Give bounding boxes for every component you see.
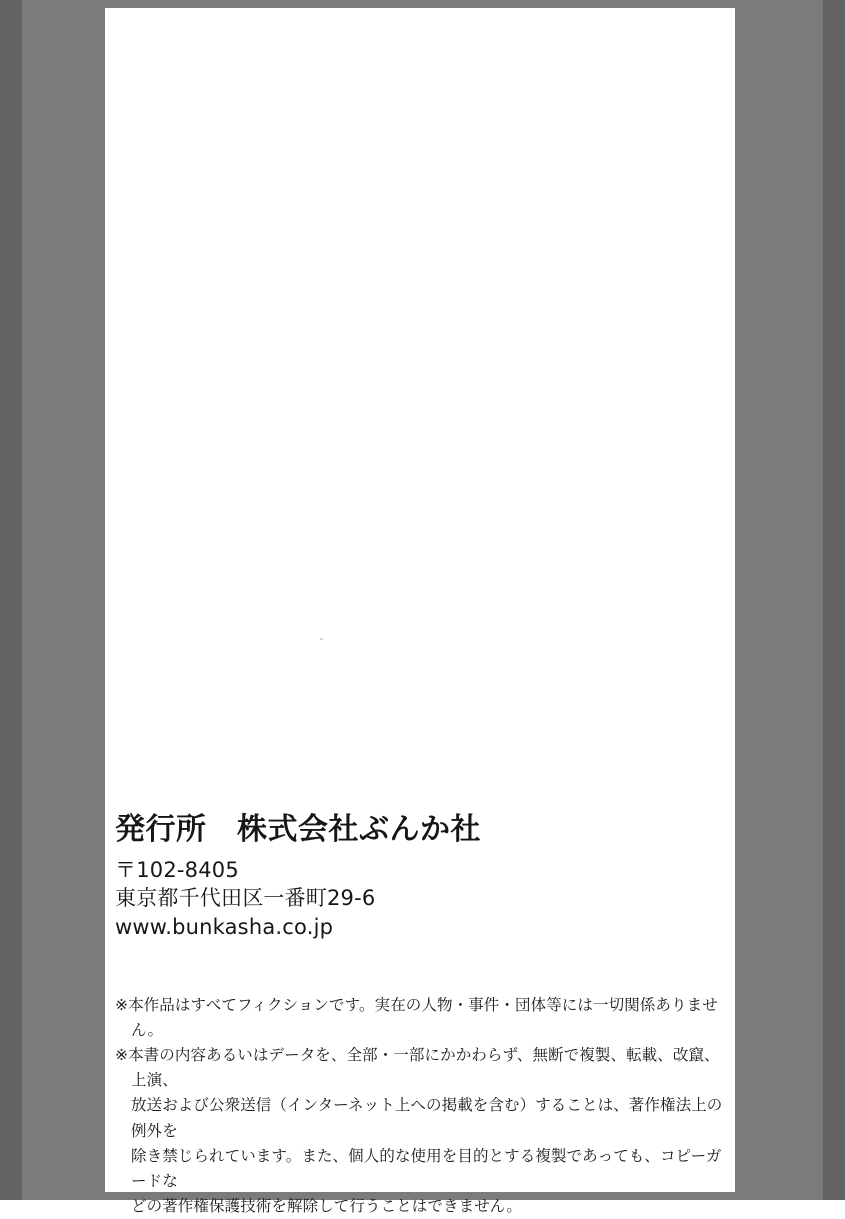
publisher-name: 発行所 株式会社ぶんか社: [115, 812, 481, 847]
notice-copyright-line-4: どの著作権保護技術を解除して行うことはできません。: [131, 1196, 522, 1215]
street-address: 東京都千代田区一番町29-6: [115, 886, 376, 911]
publisher-info: [115, 813, 730, 942]
viewer-left-margin: [0, 0, 22, 1200]
colophon-page: [105, 8, 735, 1215]
publisher-address: [115, 856, 730, 943]
notice-copyright-line-2: 放送および公衆送信（インターネット上への掲載を含む）することは、著作権法上の例外を: [131, 1096, 723, 1140]
notice-fiction: ※本作品はすべてフィクションです。実在の人物・事件・団体等には一切関係ありません。: [115, 996, 718, 1040]
notice-copyright-line-1: ※本書の内容あるいはデータを、全部・一部にかかわらず、無断で複製、転載、改竄、上演、: [115, 1046, 720, 1090]
notice-copyright-line-3: 除き禁じられています。また、個人的な使用を目的とする複製であっても、コピーガードな: [131, 1146, 722, 1190]
scan-artifact: [320, 638, 323, 640]
legal-notices: [115, 993, 735, 1219]
viewer-right-margin: [823, 0, 845, 1200]
publisher-url[interactable]: www.bunkasha.co.jp: [115, 915, 334, 940]
postal-code: 〒102-8405: [115, 857, 239, 882]
